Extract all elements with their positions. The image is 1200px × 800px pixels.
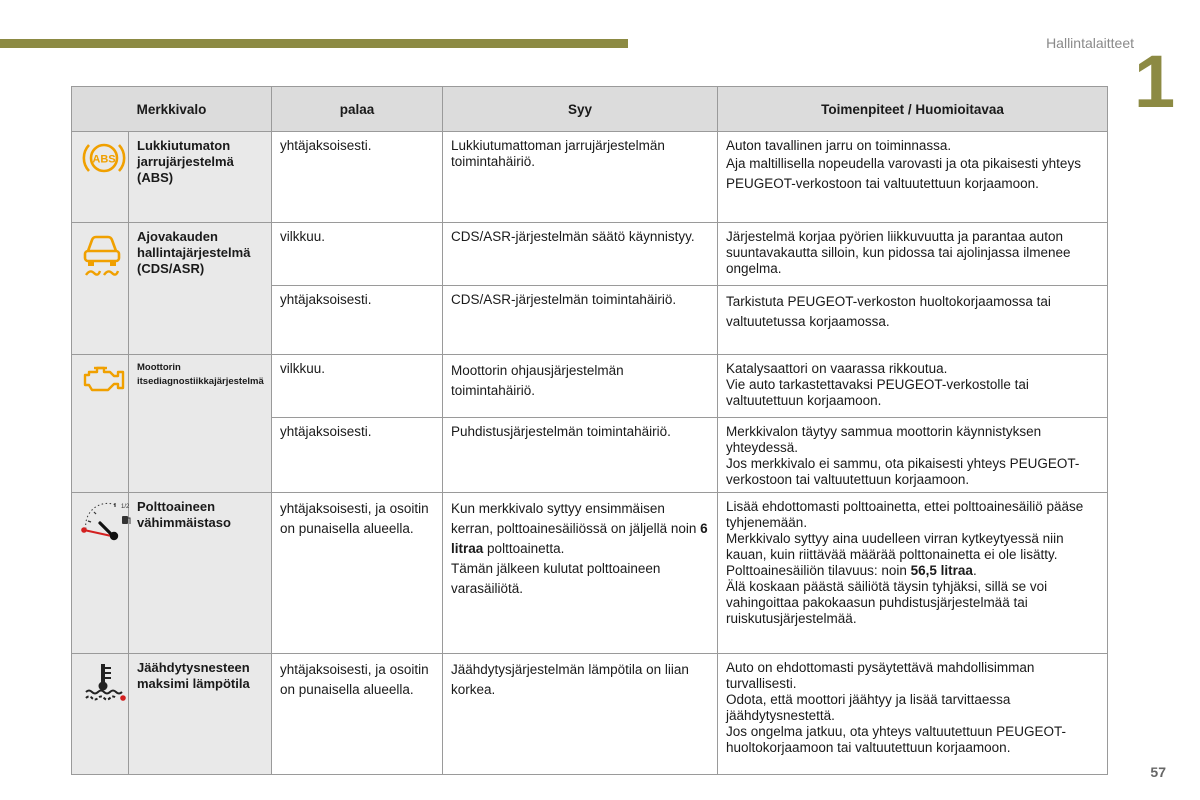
engine-check-icon (80, 361, 128, 397)
syy-cell (443, 493, 718, 654)
action-cell (718, 132, 1108, 223)
action-text: Vie auto tarkastettavaksi PEUGEOT-verkostolle tai valtuutettuun korjaamoon. (726, 377, 1029, 408)
warning-name: Polttoaineen vähimmäistaso (129, 493, 272, 654)
coolant-temperature-icon (80, 660, 128, 702)
action-cell (718, 418, 1108, 493)
column-header-syy: Syy (443, 87, 718, 132)
palaa-cell: yhtäjaksoisesti. (272, 418, 443, 493)
syy-text: Tämän jälkeen kulutat polttoaineen varasäiliötä. (451, 561, 661, 596)
action-cell (718, 654, 1108, 775)
action-text: Odota, että moottori jäähtyy ja lisää tarvittaessa jäähdytysnestettä. (726, 692, 1011, 723)
action-text: Auto on ehdottomasti pysäytettävä mahdollisimman turvallisesti. (726, 660, 1035, 691)
syy-cell (443, 223, 718, 286)
skid-car-icon (80, 229, 124, 279)
syy-text: Jäähdytysjärjestelmän lämpötila on liian korkea. (451, 662, 689, 697)
palaa-cell: yhtäjaksoisesti. (272, 132, 443, 223)
chapter-number: 1 (1134, 40, 1176, 123)
action-text: Aja maltillisella nopeudella varovasti ja ota pikaisesti yhteys PEUGEOT-verkostoon tai valtuutettuun korjaamoon. (726, 156, 1081, 191)
svg-text:ABS: ABS (92, 153, 116, 166)
table-row (72, 223, 1108, 286)
action-cell (718, 286, 1108, 355)
action-text: Järjestelmä korjaa pyörien liikkuvuutta ja parantaa auton suuntavakautta silloin, kun pidossa tai ajolinjassa ilmenee ongelma. (726, 229, 1071, 276)
action-text: Lisää ehdottomasti polttoainetta, ettei polttoainesäiliö pääse tyhjenemään. (726, 499, 1084, 530)
action-cell (718, 355, 1108, 418)
palaa-cell (272, 654, 443, 775)
column-header-palaa: palaa (272, 87, 443, 132)
warning-lights-table (71, 86, 1108, 775)
table-row (72, 355, 1108, 418)
engine-icon-cell (72, 355, 129, 493)
table-header-row (72, 87, 1108, 132)
warning-name: Jäähdytysnesteen maksimi lämpötila (129, 654, 272, 775)
syy-text: CDS/ASR-järjestelmän säätö käynnistyy. (451, 229, 695, 244)
column-header-toimenpiteet: Toimenpiteet / Huomioitavaa (718, 87, 1108, 132)
palaa-cell: yhtäjaksoisesti. (272, 286, 443, 355)
warning-name: Ajovakauden hallintajärjestelmä (CDS/ASR) (129, 223, 272, 355)
page-number: 57 (1150, 764, 1166, 780)
header-accent-bar (0, 39, 628, 48)
syy-cell (443, 654, 718, 775)
abs-icon-cell (72, 132, 129, 223)
palaa-text: yhtäjaksoisesti, ja osoitin on punaisella alueella. (280, 501, 429, 536)
palaa-text: yhtäjaksoisesti, ja osoitin on punaisella alueella. (280, 662, 429, 697)
abs-warning-icon (80, 138, 128, 178)
palaa-cell: vilkkuu. (272, 223, 443, 286)
action-text: Katalysaattori on vaarassa rikkoutua. (726, 361, 948, 376)
action-text: Älä koskaan päästä säiliötä täysin tyhjäksi, sillä se voi vahingoittaa pakokaasun puhdistusjärjestelmää tai ruiskutusjärjestelmää. (726, 579, 1048, 626)
fuel-icon-cell (72, 493, 129, 654)
action-text: Jos ongelma jatkuu, ota yhteys valtuutettuun PEUGEOT-huoltokorjaamoon tai valtuutettuun korjaamoon. (726, 724, 1066, 755)
syy-cell (443, 418, 718, 493)
action-text: Jos merkkivalo ei sammu, ota pikaisesti yhteys PEUGEOT-verkostoon tai valtuutettuun korjaamoon. (726, 456, 1080, 487)
action-cell (718, 223, 1108, 286)
fuel-gauge-icon (80, 499, 132, 545)
section-title: Hallintalaitteet (1046, 35, 1134, 51)
table-row (72, 654, 1108, 775)
syy-text: CDS/ASR-järjestelmän toimintahäiriö. (451, 292, 677, 307)
table-row (72, 493, 1108, 654)
action-text: Tarkistuta PEUGEOT-verkoston huoltokorjaamossa tai valtuutetussa korjaamossa. (726, 294, 1051, 329)
gauge-half-label: 1/2 (121, 504, 130, 510)
syy-cell (443, 355, 718, 418)
action-text: Polttoainesäiliön tilavuus: noin 56,5 litraa. (726, 563, 977, 578)
syy-cell (443, 132, 718, 223)
action-text: Merkkivalo syttyy aina uudelleen virran kytkeytyessä niin kauan, kuin riittävää määrää polttonainetta ei ole lisätty. (726, 531, 1064, 562)
syy-text: Moottorin ohjausjärjestelmän toimintahäiriö. (451, 363, 624, 398)
palaa-cell: vilkkuu. (272, 355, 443, 418)
action-cell (718, 493, 1108, 654)
action-text: Auton tavallinen jarru on toiminnassa. (726, 138, 952, 153)
cds-icon-cell (72, 223, 129, 355)
syy-text: Puhdistusjärjestelmän toimintahäiriö. (451, 424, 671, 439)
palaa-cell (272, 493, 443, 654)
syy-cell (443, 286, 718, 355)
table-row (72, 132, 1108, 223)
warning-name: Lukkiutumaton jarrujärjestelmä (ABS) (129, 132, 272, 223)
coolant-icon-cell (72, 654, 129, 775)
warning-name: Moottorin itsediagnostiikkajärjestelmä (129, 355, 272, 493)
column-header-merkkivalo: Merkkivalo (72, 87, 272, 132)
syy-text: Kun merkkivalo syttyy ensimmäisen kerran, polttoainesäiliössä on jäljellä noin 6 litraa polttoainetta. (451, 501, 708, 556)
syy-text: Lukkiutumattoman jarrujärjestelmän toimintahäiriö. (451, 138, 665, 169)
action-text: Merkkivalon täytyy sammua moottorin käynnistyksen yhteydessä. (726, 424, 1042, 455)
